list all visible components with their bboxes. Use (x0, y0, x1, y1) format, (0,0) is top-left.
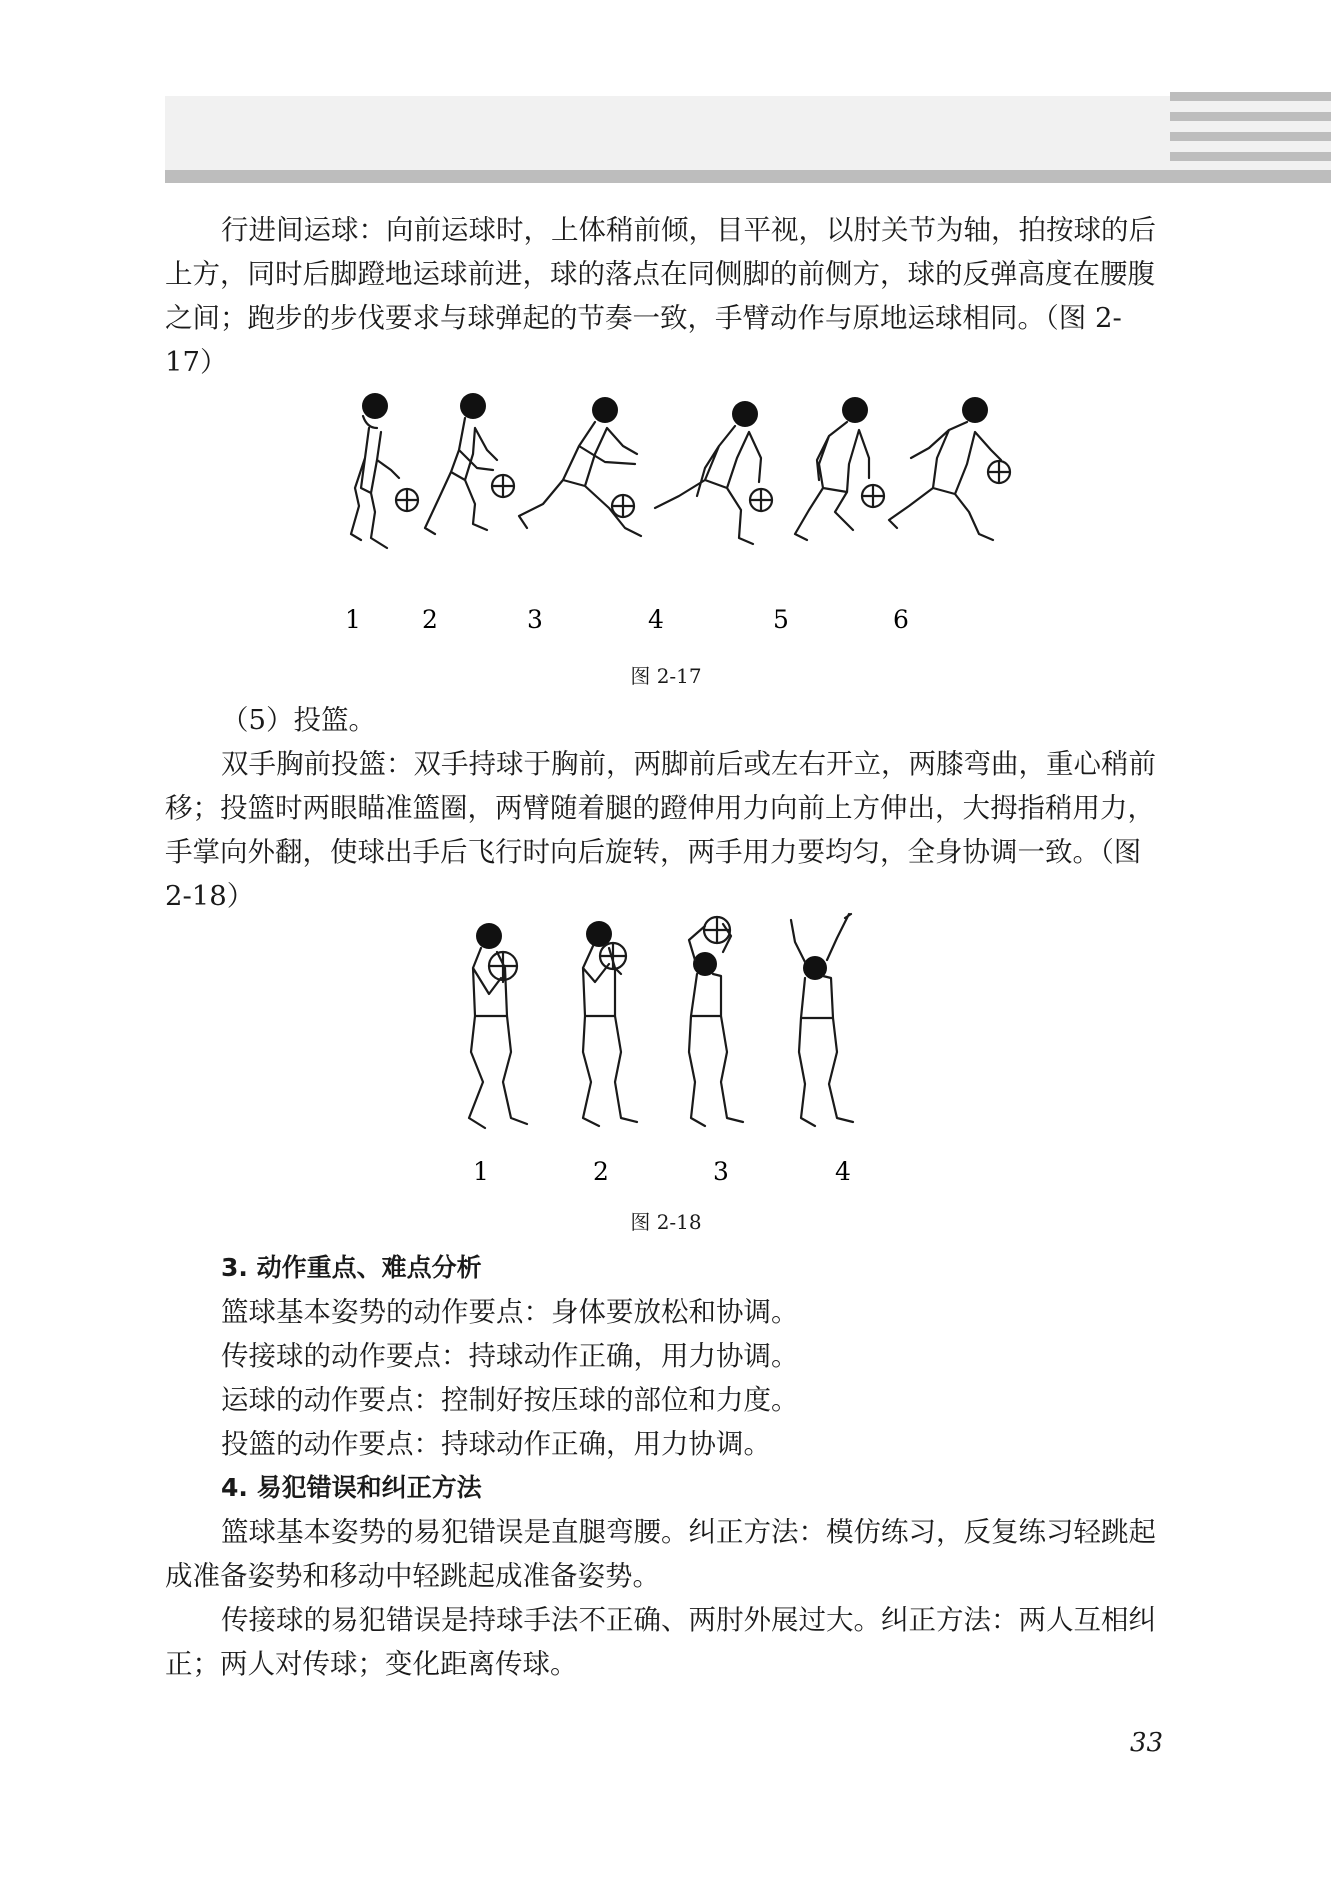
error-stance: 篮球基本姿势的易犯错误是直腿弯腰。纠正方法：模仿练习，反复练习轻跳起成准备姿势和移动中轻跳起成准备姿势。 (165, 1516, 1156, 1592)
fig17-label: 3 (527, 605, 543, 634)
header-stripe (1170, 132, 1331, 141)
header-stripe (1170, 92, 1331, 101)
paragraph-chest-shot: 双手胸前投篮：双手持球于胸前，两脚前后或左右开立，两膝弯曲，重心稍前移；投篮时两眼瞄准篮圈，两臂随着腿的蹬伸用力向前上方伸出，大拇指稍用力，手掌向外翻，使球出手后飞行时向后旋转，两手用力要均匀，全身协调一致。（图 2-18） (165, 748, 1156, 912)
figure-caption: 图 2-18 (630, 1210, 702, 1234)
shooting-sequence-illustration (445, 912, 905, 1192)
fig17-label: 6 (893, 605, 909, 634)
key-point-stance: 篮球基本姿势的动作要点：身体要放松和协调。 (221, 1296, 799, 1328)
fig17-label: 5 (773, 605, 789, 634)
heading-key-points: 3. 动作重点、难点分析 (221, 1253, 482, 1282)
header-band (165, 96, 1331, 170)
fig17-label: 1 (345, 605, 361, 634)
key-point-shooting: 投篮的动作要点：持球动作正确，用力协调。 (221, 1428, 771, 1460)
page-number: 33 (1130, 1728, 1164, 1758)
figure-2-18 (445, 912, 905, 1192)
heading-common-errors: 4. 易犯错误和纠正方法 (221, 1473, 482, 1502)
fig17-label: 4 (648, 605, 664, 634)
section-heading-shooting: （5）投篮。 (221, 704, 376, 736)
fig18-label: 4 (835, 1157, 851, 1186)
figure-caption: 图 2-17 (630, 664, 702, 688)
figure-2-17 (315, 388, 1035, 638)
error-passing: 传接球的易犯错误是持球手法不正确、两肘外展过大。纠正方法：两人互相纠正；两人对传球；变化距离传球。 (165, 1604, 1156, 1680)
fig18-label: 1 (473, 1157, 489, 1186)
dribbling-sequence-illustration (315, 388, 1035, 638)
key-point-dribbling: 运球的动作要点：控制好按压球的部位和力度。 (221, 1384, 799, 1416)
fig17-label: 2 (422, 605, 438, 634)
key-point-passing: 传接球的动作要点：持球动作正确，用力协调。 (221, 1340, 799, 1372)
header-stripe (1170, 152, 1331, 161)
header-rule (165, 170, 1331, 183)
fig18-label: 2 (593, 1157, 609, 1186)
fig18-label: 3 (713, 1157, 729, 1186)
header-stripe (1170, 112, 1331, 121)
paragraph-dribble-moving: 行进间运球：向前运球时，上体稍前倾，目平视，以肘关节为轴，拍按球的后上方，同时后脚蹬地运球前进，球的落点在同侧脚的前侧方，球的反弹高度在腰腹之间；跑步的步伐要求与球弹起的节奏一致，手臂动作与原地运球相同。（图 2-17） (165, 214, 1156, 378)
